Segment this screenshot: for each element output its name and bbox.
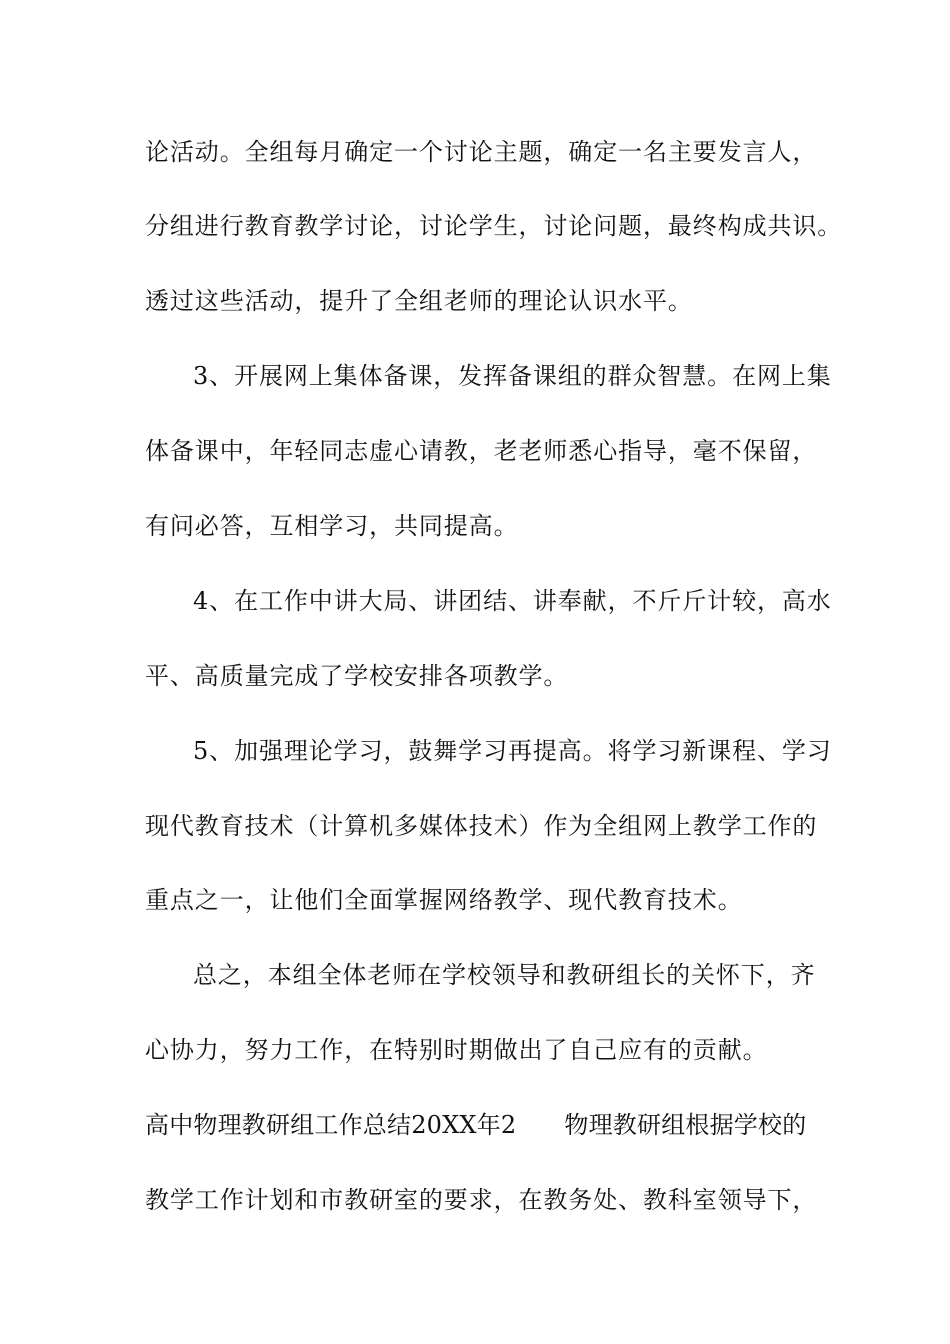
text-line: 分组进行教育教学讨论，讨论学生，讨论问题，最终构成共识。 bbox=[145, 212, 843, 240]
paragraph-3-start: 3、开展网上集体备课，发挥备课组的群众智慧。在网上集 bbox=[193, 362, 832, 390]
text-line: 平、高质量完成了学校安排各项教学。 bbox=[145, 662, 569, 690]
section-title: 高中物理教研组工作总结20XX年2 bbox=[145, 1111, 517, 1139]
text-line: 体备课中，年轻同志虚心请教，老老师悉心指导，毫不保留， bbox=[145, 437, 818, 465]
paragraph-4-start: 4、在工作中讲大局、讲团结、讲奉献，不斤斤计较，高水 bbox=[193, 587, 832, 615]
text-line: 重点之一，让他们全面掌握网络教学、现代教育技术。 bbox=[145, 886, 743, 914]
text-line: 现代教育技术（计算机多媒体技术）作为全组网上教学工作的 bbox=[145, 812, 818, 840]
summary-paragraph-start: 总之，本组全体老师在学校领导和教研组长的关怀下，齐 bbox=[193, 961, 816, 989]
section-title-continuation: 物理教研组根据学校的 bbox=[564, 1111, 807, 1139]
text-line: 教学工作计划和市教研室的要求，在教务处、教科室领导下， bbox=[145, 1186, 818, 1214]
text-line: 心协力，努力工作，在特别时期做出了自己应有的贡献。 bbox=[145, 1036, 768, 1064]
paragraph-5-start: 5、加强理论学习，鼓舞学习再提高。将学习新课程、学习 bbox=[193, 737, 832, 765]
section-title-line bbox=[145, 1105, 825, 1145]
text-line: 论活动。全组每月确定一个讨论主题，确定一名主要发言人， bbox=[145, 138, 818, 166]
text-line: 有问必答，互相学习，共同提高。 bbox=[145, 512, 519, 540]
text-line: 透过这些活动，提升了全组老师的理论认识水平。 bbox=[145, 287, 693, 315]
